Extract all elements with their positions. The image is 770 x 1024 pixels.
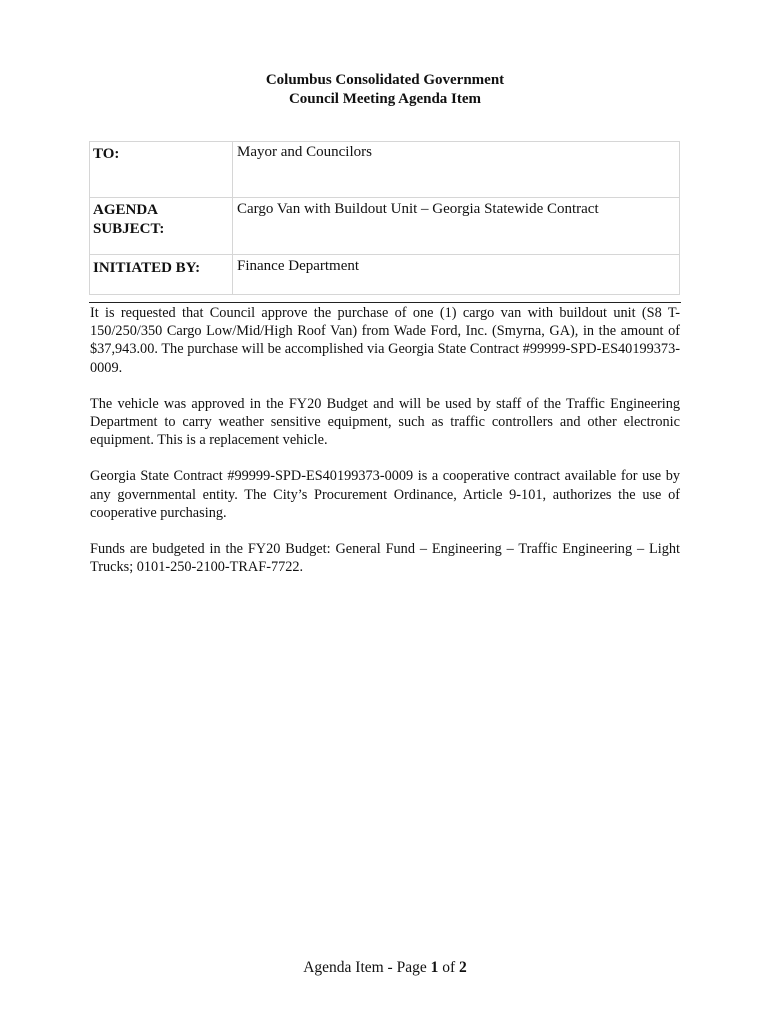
footer-prefix: Agenda Item - Page xyxy=(303,959,431,976)
subject-label-line1: AGENDA xyxy=(93,202,159,218)
header-document-type: Council Meeting Agenda Item xyxy=(288,91,482,107)
subject-label xyxy=(90,198,233,255)
memo-row-to xyxy=(90,142,680,198)
body-paragraph-funds: Funds are budgeted in the FY20 Budget: General Fund – Engineering – Traffic Engineering – Light Trucks; 0101-250-2100-TRAF-7722. xyxy=(90,541,680,576)
subject-value: Cargo Van with Buildout Unit – Georgia Statewide Contract xyxy=(233,198,680,255)
initiated-by-value: Finance Department xyxy=(233,255,680,295)
document-header xyxy=(0,71,770,109)
subject-label-line2: SUBJECT: xyxy=(93,221,165,237)
page-footer xyxy=(0,958,770,978)
body-paragraph-vehicle: The vehicle was approved in the FY20 Budget and will be used by staff of the Traffic Engineering Department to carry weather sensitive equipment, such as traffic controllers and other electronic equipment. This is a replacement vehicle. xyxy=(90,395,680,449)
initiated-by-label: INITIATED BY: xyxy=(90,255,233,295)
document-body xyxy=(90,304,680,594)
memo-info-table xyxy=(89,141,680,295)
footer-page-number: 1 xyxy=(430,959,439,976)
memo-row-subject xyxy=(90,198,680,255)
memo-row-initiated-by xyxy=(90,255,680,295)
body-paragraph-contract: Georgia State Contract #99999-SPD-ES40199373-0009 is a cooperative contract available for use by any governmental entity. The City’s Procurement Ordinance, Article 9-101, authorizes the use of cooperative purchasing. xyxy=(90,468,680,521)
section-divider xyxy=(89,302,681,303)
footer-of: of xyxy=(438,959,460,976)
body-paragraph-request: It is requested that Council approve the purchase of one (1) cargo van with buildout unit (S8 T-150/250/350 Cargo Low/Mid/High Roof Van) from Wade Ford, Inc. (Smyrna, GA), in the amount of $37,943.00. The purchase will be accomplished via Georgia State Contract #99999-SPD-ES40199373-0009. xyxy=(90,305,680,376)
to-label: TO: xyxy=(90,142,233,198)
to-value: Mayor and Councilors xyxy=(233,142,680,198)
header-organization: Columbus Consolidated Government xyxy=(265,72,505,88)
footer-page-total: 2 xyxy=(459,959,467,976)
